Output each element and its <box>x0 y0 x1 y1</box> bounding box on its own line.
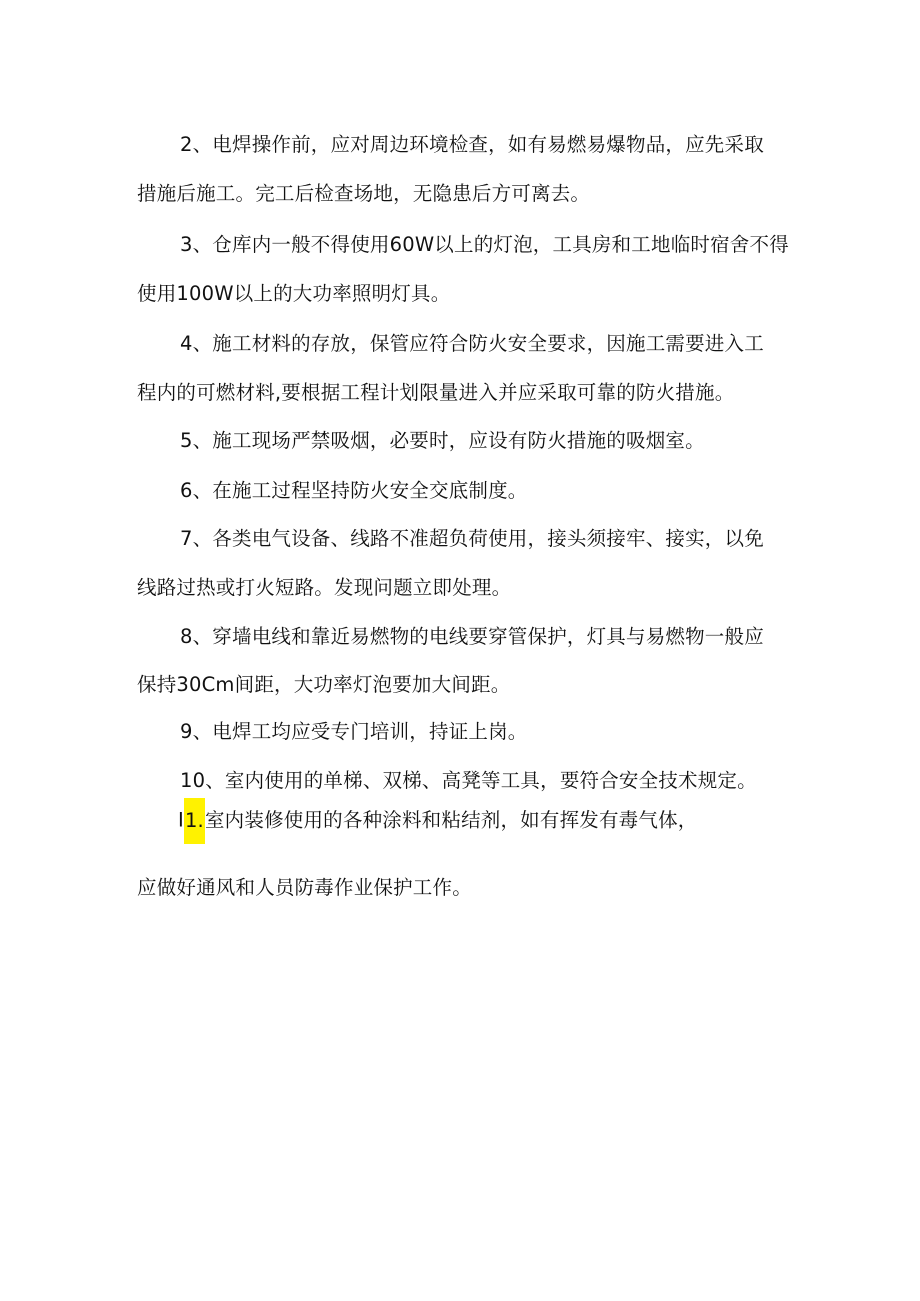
paragraph-2-line-2: 措施后施工。完工后检查场地，无隐患后方可离去。 <box>137 182 591 205</box>
paragraph-3-line-2: 使用100W以上的大功率照明灯具。 <box>137 282 451 305</box>
item-11-text: 室内装修使用的各种涂料和粘结剂，如有挥发有毒气体， <box>204 808 698 832</box>
item-11-prefix: I <box>178 808 184 832</box>
paragraph-8-line-2: 保持30Cm间距，大功率灯泡要加大间距。 <box>137 673 511 696</box>
paragraph-4-line-1: 4、施工材料的存放，保管应符合防火安全要求，因施工需要进入工 <box>180 332 764 355</box>
paragraph-11-line-1 <box>178 797 697 844</box>
paragraph-10: 10、室内使用的单梯、双梯、高凳等工具，要符合安全技术规定。 <box>180 769 757 792</box>
paragraph-5: 5、施工现场严禁吸烟，必要时，应设有防火措施的吸烟室。 <box>180 429 705 452</box>
paragraph-4-line-2: 程内的可燃材料,要根据工程计划限量进入并应采取可靠的防火措施。 <box>137 381 735 404</box>
paragraph-7-line-2: 线路过热或打火短路。发现问题立即处理。 <box>137 576 512 599</box>
paragraph-2-line-1: 2、电焊操作前，应对周边环境检查，如有易燃易爆物品，应先采取 <box>180 133 764 156</box>
paragraph-11-line-2: 应做好通风和人员防毒作业保护工作。 <box>137 876 472 899</box>
paragraph-6: 6、在施工过程坚持防火安全交底制度。 <box>180 479 528 502</box>
paragraph-8-line-1: 8、穿墙电线和靠近易燃物的电线要穿管保护，灯具与易燃物一般应 <box>180 625 764 648</box>
item-11-highlight: 1. <box>184 798 205 844</box>
paragraph-9: 9、电焊工均应受专门培训，持证上岗。 <box>180 720 528 743</box>
paragraph-7-line-1: 7、各类电气设备、线路不准超负荷使用，接头须接牢、接实，以免 <box>180 527 764 550</box>
paragraph-3-line-1: 3、仓库内一般不得使用60W以上的灯泡，工具房和工地临时宿舍不得 <box>180 233 789 256</box>
